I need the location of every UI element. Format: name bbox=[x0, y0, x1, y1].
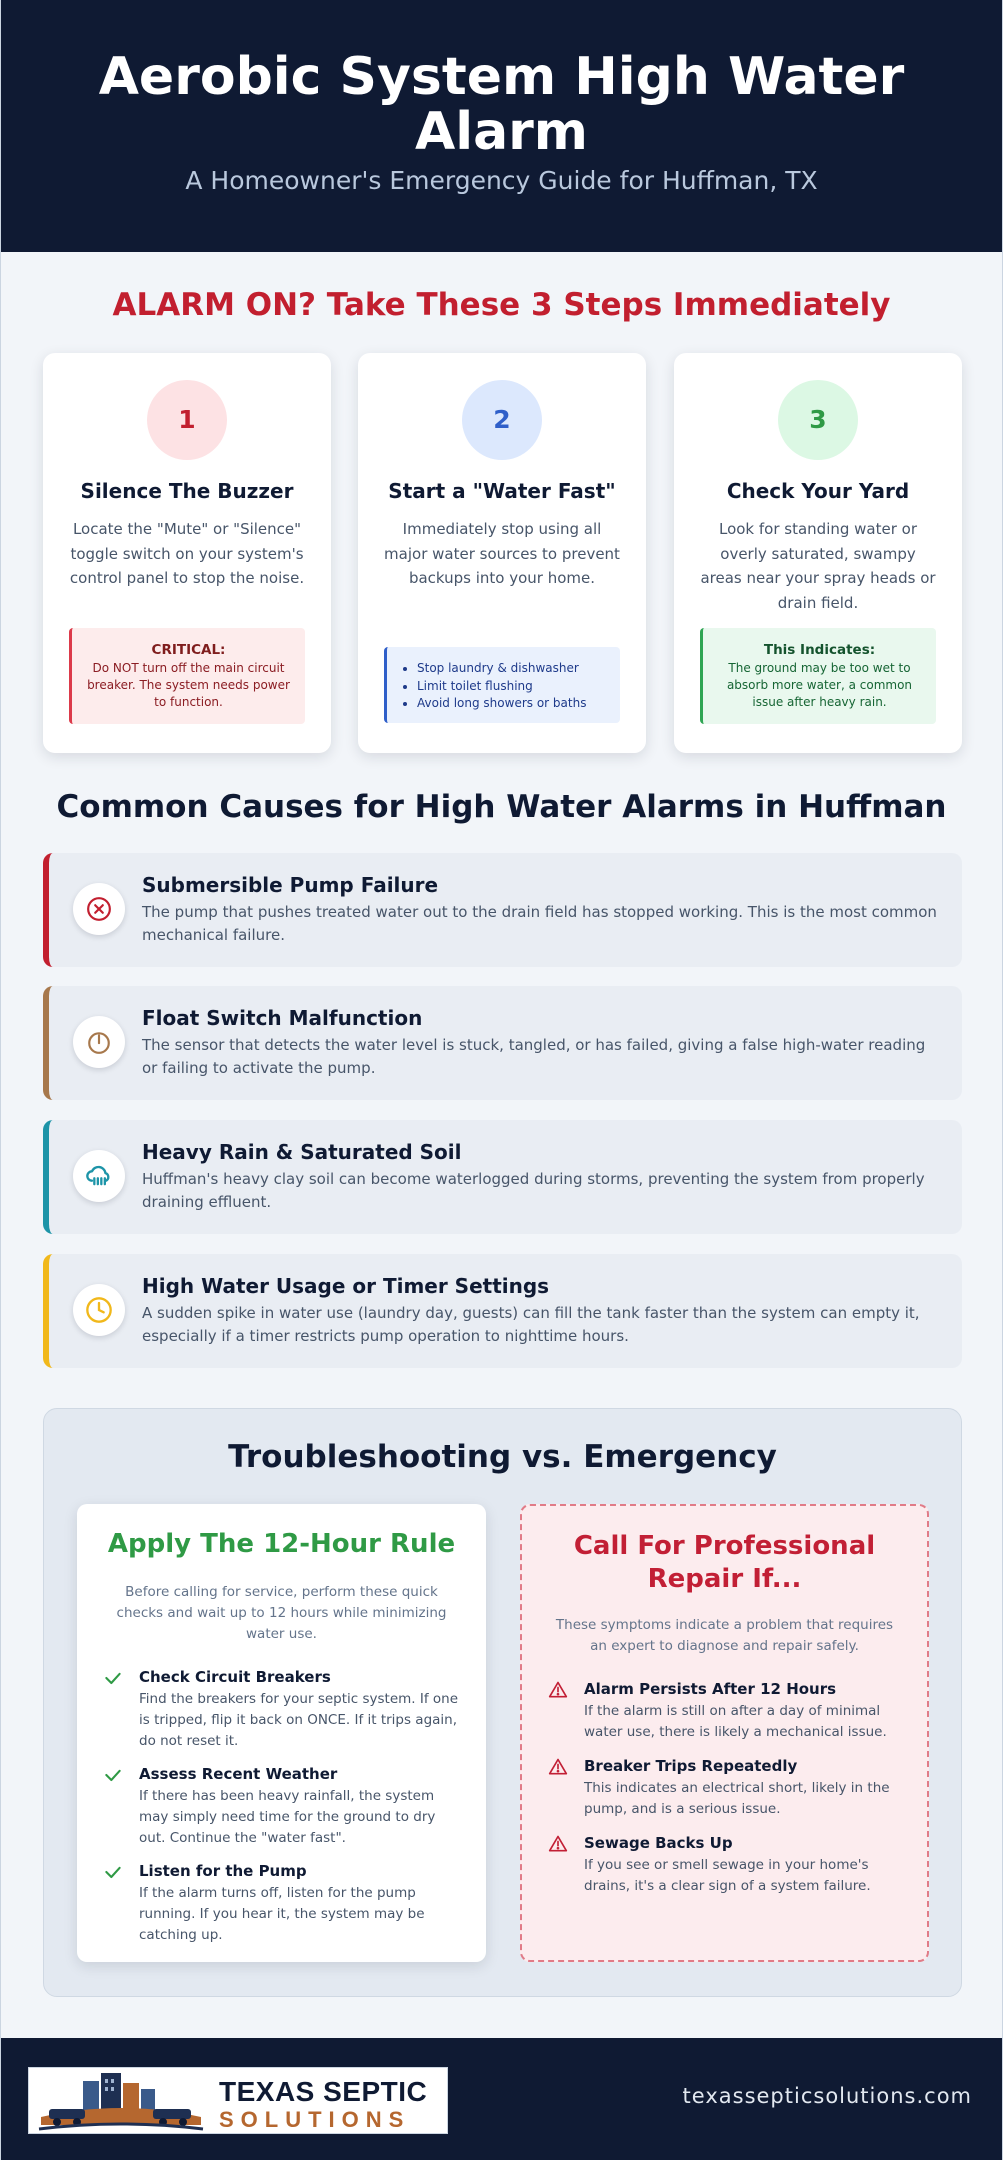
critical-note bbox=[69, 628, 305, 724]
warning-triangle-icon bbox=[548, 1757, 568, 1777]
cause-title: Float Switch Malfunction bbox=[142, 1006, 423, 1030]
step-number-badge: 1 bbox=[147, 380, 227, 460]
x-circle-icon bbox=[73, 883, 125, 935]
rain-cloud-icon bbox=[73, 1150, 125, 1202]
cause-description: A sudden spike in water use (laundry day, guests) can fill the tank faster than the system can empty it, especially if a timer restricts pump operation to nighttime hours. bbox=[142, 1304, 920, 1345]
cause-title: High Water Usage or Timer Settings bbox=[142, 1274, 550, 1298]
logo-text-top: TEXAS SEPTIC bbox=[219, 2076, 428, 2107]
item-title: Breaker Trips Repeatedly bbox=[584, 1757, 798, 1775]
step-title: Check Your Yard bbox=[726, 479, 910, 503]
logo-illustration-icon bbox=[31, 2069, 211, 2134]
item-title: Assess Recent Weather bbox=[139, 1765, 338, 1783]
header bbox=[1, 0, 1002, 252]
indicates-note bbox=[700, 628, 936, 724]
company-logo[interactable] bbox=[28, 2067, 448, 2134]
note-title: This Indicates: bbox=[763, 642, 876, 658]
page-title: Aerobic System High Water Alarm bbox=[98, 47, 905, 162]
causes-section-title: Common Causes for High Water Alarms in Huffman bbox=[56, 789, 947, 825]
alarm-section-title: ALARM ON? Take These 3 Steps Immediately bbox=[112, 287, 891, 323]
footer bbox=[1, 2038, 1002, 2160]
step-description: Immediately stop using all major water sources to prevent backups into your home. bbox=[384, 520, 620, 587]
item-description: If the alarm is still on after a day of minimal water use, there is likely a mechanical issue. bbox=[584, 1703, 887, 1740]
list-item: • Stop laundry & dishwasher bbox=[417, 660, 620, 678]
troubleshooting-section bbox=[43, 1408, 962, 1997]
cause-card-heavy-rain bbox=[43, 1120, 962, 1234]
note-title: CRITICAL: bbox=[151, 642, 226, 658]
cause-card-pump-failure bbox=[43, 853, 962, 967]
cause-title: Heavy Rain & Saturated Soil bbox=[142, 1140, 462, 1164]
water-fast-list bbox=[417, 660, 620, 713]
item-description: If you see or smell sewage in your home's drains, it's a clear sign of a system failure. bbox=[584, 1857, 871, 1894]
step-number-badge: 2 bbox=[462, 380, 542, 460]
cause-title: Submersible Pump Failure bbox=[142, 873, 439, 897]
logo-text-bottom: SOLUTIONS bbox=[219, 2107, 411, 2132]
cause-description: Huffman's heavy clay soil can become waterlogged during storms, preventing the system from properly draining effluent. bbox=[142, 1170, 925, 1211]
warning-triangle-icon bbox=[548, 1680, 568, 1700]
panel-title: Call For Professional Repair If... bbox=[573, 1531, 876, 1594]
step-card-3 bbox=[674, 353, 962, 753]
item-description: Find the breakers for your septic system. If one is tripped, flip it back on ONCE. If it trips again, do not reset it. bbox=[139, 1691, 459, 1749]
step-title: Silence The Buzzer bbox=[80, 479, 294, 503]
panel-intro: These symptoms indicate a problem that requires an expert to diagnose and repair safely. bbox=[555, 1617, 894, 1654]
warning-triangle-icon bbox=[548, 1834, 568, 1854]
page-subtitle: A Homeowner's Emergency Guide for Huffman, TX bbox=[185, 166, 818, 195]
item-description: If there has been heavy rainfall, the system may simply need time for the ground to dry out. Continue the "water fast". bbox=[139, 1788, 436, 1846]
panel-title: Apply The 12-Hour Rule bbox=[107, 1529, 456, 1559]
cause-description: The pump that pushes treated water out to the drain field has stopped working. This is the most common mechanical failure. bbox=[142, 903, 937, 944]
checkmark-icon bbox=[103, 1668, 123, 1688]
note-body: Do NOT turn off the main circuit breaker. The system needs power to function. bbox=[87, 661, 290, 709]
item-description: If the alarm turns off, listen for the pump running. If you hear it, the system may be catching up. bbox=[139, 1885, 425, 1943]
step-number-badge: 3 bbox=[778, 380, 858, 460]
item-description: This indicates an electrical short, likely in the pump, and is a serious issue. bbox=[584, 1780, 890, 1817]
step-description: Look for standing water or overly saturated, swampy areas near your spray heads or drain field. bbox=[700, 520, 936, 612]
cause-card-float-switch bbox=[43, 986, 962, 1100]
item-title: Check Circuit Breakers bbox=[139, 1668, 331, 1686]
panel-intro: Before calling for service, perform these quick checks and wait up to 12 hours while minimizing water use. bbox=[116, 1584, 447, 1642]
step-description: Locate the "Mute" or "Silence" toggle switch on your system's control panel to stop the noise. bbox=[69, 520, 305, 587]
item-title: Sewage Backs Up bbox=[584, 1834, 733, 1852]
list-item: • Limit toilet flushing bbox=[417, 678, 620, 696]
item-title: Listen for the Pump bbox=[139, 1862, 307, 1880]
troubleshooting-title: Troubleshooting vs. Emergency bbox=[228, 1439, 777, 1475]
power-icon bbox=[73, 1016, 125, 1068]
twelve-hour-rule-panel bbox=[77, 1504, 486, 1962]
checkmark-icon bbox=[103, 1765, 123, 1785]
cause-description: The sensor that detects the water level is stuck, tangled, or has failed, giving a false high-water reading or failing to activate the pump. bbox=[142, 1036, 926, 1077]
clock-icon bbox=[73, 1284, 125, 1336]
step-card-2 bbox=[358, 353, 646, 753]
water-fast-note bbox=[384, 647, 620, 723]
website-link[interactable]: texassepticsolutions.com bbox=[682, 2084, 972, 2108]
item-title: Alarm Persists After 12 Hours bbox=[584, 1680, 837, 1698]
list-item: • Avoid long showers or baths bbox=[417, 695, 620, 713]
step-title: Start a "Water Fast" bbox=[388, 479, 616, 503]
cause-card-water-usage bbox=[43, 1254, 962, 1368]
note-body: The ground may be too wet to absorb more water, a common issue after heavy rain. bbox=[726, 661, 913, 709]
checkmark-icon bbox=[103, 1862, 123, 1882]
professional-repair-panel bbox=[520, 1504, 929, 1962]
step-card-1 bbox=[43, 353, 331, 753]
